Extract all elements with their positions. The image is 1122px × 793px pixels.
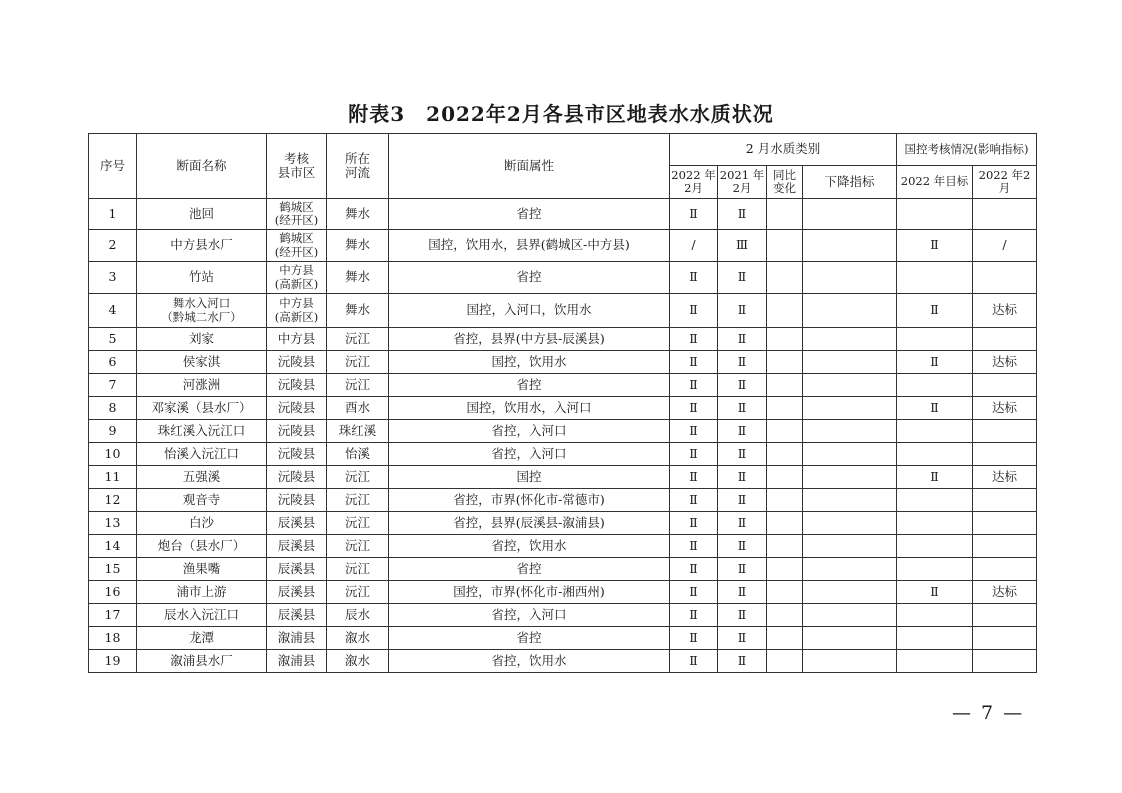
cell-target: Ⅱ <box>897 294 973 328</box>
cell-attribute: 省控，入河口 <box>389 443 670 466</box>
cell-attribute: 省控 <box>389 374 670 397</box>
cell-county: 沅陵县 <box>267 443 327 466</box>
cell-q2021: Ⅱ <box>718 466 767 489</box>
cell-decline <box>803 535 897 558</box>
cell-river: 舞水 <box>327 294 389 328</box>
cell-yoy <box>767 351 803 374</box>
table-row <box>89 374 1037 397</box>
cell-river: 怡溪 <box>327 443 389 466</box>
cell-county: 溆浦县 <box>267 627 327 650</box>
cell-target <box>897 374 973 397</box>
cell-attribute: 省控，入河口 <box>389 604 670 627</box>
cell-attribute: 国控 <box>389 466 670 489</box>
cell-seq: 8 <box>89 397 137 420</box>
header-river: 所在 河流 <box>327 134 389 199</box>
cell-attribute: 国控，饮用水，县界(鹤城区-中方县) <box>389 230 670 262</box>
cell-attribute: 省控，饮用水 <box>389 535 670 558</box>
cell-target <box>897 627 973 650</box>
table-row <box>89 650 1037 673</box>
cell-q2021: Ⅱ <box>718 558 767 581</box>
cell-target: Ⅱ <box>897 230 973 262</box>
cell-yoy <box>767 397 803 420</box>
cell-river: 溆水 <box>327 627 389 650</box>
cell-q2021: Ⅱ <box>718 489 767 512</box>
cell-yoy <box>767 230 803 262</box>
cell-county: 中方县 (高新区) <box>267 262 327 294</box>
cell-target <box>897 328 973 351</box>
cell-seq: 12 <box>89 489 137 512</box>
table-row <box>89 351 1037 374</box>
cell-q2021: Ⅱ <box>718 199 767 230</box>
cell-yoy <box>767 558 803 581</box>
cell-seq: 7 <box>89 374 137 397</box>
cell-seq: 3 <box>89 262 137 294</box>
cell-yoy <box>767 443 803 466</box>
cell-name: 竹站 <box>137 262 267 294</box>
cell-attribute: 国控，市界(怀化市-湘西州) <box>389 581 670 604</box>
cell-name: 龙潭 <box>137 627 267 650</box>
cell-attribute: 国控，饮用水 <box>389 351 670 374</box>
cell-attribute: 省控 <box>389 199 670 230</box>
cell-target: Ⅱ <box>897 397 973 420</box>
cell-name: 观音寺 <box>137 489 267 512</box>
cell-feb <box>973 558 1037 581</box>
cell-yoy <box>767 627 803 650</box>
cell-seq: 2 <box>89 230 137 262</box>
cell-q2022: / <box>670 230 718 262</box>
cell-q2022: Ⅱ <box>670 374 718 397</box>
cell-seq: 15 <box>89 558 137 581</box>
cell-county: 鹤城区 (经开区) <box>267 230 327 262</box>
table-row <box>89 489 1037 512</box>
cell-q2022: Ⅱ <box>670 558 718 581</box>
cell-q2021: Ⅱ <box>718 397 767 420</box>
cell-name: 白沙 <box>137 512 267 535</box>
cell-name: 溆浦县水厂 <box>137 650 267 673</box>
cell-q2021: Ⅱ <box>718 512 767 535</box>
cell-decline <box>803 466 897 489</box>
cell-yoy <box>767 489 803 512</box>
header-national-group: 国控考核情况(影响指标) <box>897 134 1037 166</box>
cell-decline <box>803 230 897 262</box>
cell-name: 炮台（县水厂） <box>137 535 267 558</box>
cell-feb <box>973 650 1037 673</box>
cell-attribute: 国控，饮用水，入河口 <box>389 397 670 420</box>
cell-decline <box>803 489 897 512</box>
cell-name: 五强溪 <box>137 466 267 489</box>
cell-feb <box>973 199 1037 230</box>
cell-q2022: Ⅱ <box>670 397 718 420</box>
cell-name: 渔果嘴 <box>137 558 267 581</box>
cell-q2021: Ⅱ <box>718 294 767 328</box>
cell-q2021: Ⅱ <box>718 443 767 466</box>
cell-target <box>897 650 973 673</box>
cell-county: 沅陵县 <box>267 489 327 512</box>
cell-target <box>897 512 973 535</box>
cell-q2022: Ⅱ <box>670 351 718 374</box>
cell-attribute: 省控 <box>389 262 670 294</box>
cell-seq: 10 <box>89 443 137 466</box>
cell-county: 沅陵县 <box>267 351 327 374</box>
cell-river: 沅江 <box>327 374 389 397</box>
cell-yoy <box>767 535 803 558</box>
cell-river: 沅江 <box>327 512 389 535</box>
cell-county: 中方县 (高新区) <box>267 294 327 328</box>
cell-yoy <box>767 512 803 535</box>
cell-river: 沅江 <box>327 351 389 374</box>
header-yoy: 同比 变化 <box>767 166 803 199</box>
cell-q2021: Ⅱ <box>718 374 767 397</box>
cell-county: 中方县 <box>267 328 327 351</box>
cell-q2022: Ⅱ <box>670 443 718 466</box>
table-row <box>89 420 1037 443</box>
cell-seq: 18 <box>89 627 137 650</box>
cell-decline <box>803 262 897 294</box>
cell-attribute: 省控 <box>389 558 670 581</box>
cell-feb <box>973 420 1037 443</box>
cell-q2022: Ⅱ <box>670 466 718 489</box>
cell-decline <box>803 199 897 230</box>
cell-name: 舞水入河口 （黔城二水厂） <box>137 294 267 328</box>
cell-decline <box>803 443 897 466</box>
cell-feb: 达标 <box>973 581 1037 604</box>
cell-river: 沅江 <box>327 328 389 351</box>
page-title: 附表3 2022年2月各县市区地表水水质状况 <box>348 102 774 126</box>
table-row <box>89 627 1037 650</box>
cell-name: 侯家淇 <box>137 351 267 374</box>
cell-name: 邓家溪（县水厂） <box>137 397 267 420</box>
header-quality-group: 2 月水质类别 <box>670 134 897 166</box>
cell-decline <box>803 328 897 351</box>
cell-name: 辰水入沅江口 <box>137 604 267 627</box>
cell-q2021: Ⅱ <box>718 627 767 650</box>
cell-decline <box>803 512 897 535</box>
header-q2021: 2021 年 2月 <box>718 166 767 199</box>
cell-target <box>897 199 973 230</box>
cell-decline <box>803 604 897 627</box>
header-feb-2022: 2022 年2月 <box>973 166 1037 199</box>
cell-q2021: Ⅱ <box>718 262 767 294</box>
cell-target: Ⅱ <box>897 351 973 374</box>
cell-q2022: Ⅱ <box>670 512 718 535</box>
cell-name: 刘家 <box>137 328 267 351</box>
cell-yoy <box>767 581 803 604</box>
table-row <box>89 230 1037 262</box>
header-seq: 序号 <box>89 134 137 199</box>
table-row <box>89 262 1037 294</box>
cell-feb <box>973 604 1037 627</box>
cell-feb <box>973 512 1037 535</box>
cell-river: 珠红溪 <box>327 420 389 443</box>
cell-q2022: Ⅱ <box>670 328 718 351</box>
cell-name: 中方县水厂 <box>137 230 267 262</box>
cell-yoy <box>767 466 803 489</box>
table-row <box>89 294 1037 328</box>
cell-name: 珠红溪入沅江口 <box>137 420 267 443</box>
cell-river: 舞水 <box>327 199 389 230</box>
cell-q2022: Ⅱ <box>670 535 718 558</box>
table-row <box>89 328 1037 351</box>
cell-county: 辰溪县 <box>267 604 327 627</box>
cell-attribute: 省控 <box>389 627 670 650</box>
header-attribute: 断面属性 <box>389 134 670 199</box>
cell-decline <box>803 558 897 581</box>
cell-q2021: Ⅱ <box>718 328 767 351</box>
cell-seq: 19 <box>89 650 137 673</box>
cell-yoy <box>767 374 803 397</box>
table-row <box>89 199 1037 230</box>
cell-feb: 达标 <box>973 351 1037 374</box>
table-row <box>89 581 1037 604</box>
cell-attribute: 国控，入河口，饮用水 <box>389 294 670 328</box>
water-quality-table <box>88 133 1037 673</box>
cell-river: 舞水 <box>327 230 389 262</box>
cell-q2021: Ⅲ <box>718 230 767 262</box>
table-row <box>89 397 1037 420</box>
page-number: — 7 — <box>952 702 1025 724</box>
cell-target <box>897 489 973 512</box>
cell-seq: 6 <box>89 351 137 374</box>
cell-yoy <box>767 604 803 627</box>
cell-target <box>897 558 973 581</box>
cell-feb <box>973 489 1037 512</box>
cell-target <box>897 443 973 466</box>
cell-q2021: Ⅱ <box>718 420 767 443</box>
cell-q2022: Ⅱ <box>670 420 718 443</box>
cell-county: 辰溪县 <box>267 512 327 535</box>
cell-attribute: 省控，入河口 <box>389 420 670 443</box>
cell-county: 沅陵县 <box>267 397 327 420</box>
cell-county: 沅陵县 <box>267 374 327 397</box>
cell-q2021: Ⅱ <box>718 581 767 604</box>
cell-target <box>897 604 973 627</box>
cell-q2021: Ⅱ <box>718 650 767 673</box>
cell-feb <box>973 535 1037 558</box>
cell-river: 酉水 <box>327 397 389 420</box>
cell-river: 沅江 <box>327 558 389 581</box>
cell-decline <box>803 351 897 374</box>
cell-decline <box>803 374 897 397</box>
cell-feb: 达标 <box>973 466 1037 489</box>
cell-feb <box>973 328 1037 351</box>
cell-seq: 9 <box>89 420 137 443</box>
cell-q2022: Ⅱ <box>670 199 718 230</box>
cell-q2022: Ⅱ <box>670 262 718 294</box>
cell-attribute: 省控，市界(怀化市-常德市) <box>389 489 670 512</box>
table-row <box>89 604 1037 627</box>
cell-seq: 4 <box>89 294 137 328</box>
cell-yoy <box>767 650 803 673</box>
cell-q2022: Ⅱ <box>670 604 718 627</box>
cell-county: 沅陵县 <box>267 466 327 489</box>
cell-yoy <box>767 199 803 230</box>
header-county: 考核 县市区 <box>267 134 327 199</box>
cell-river: 沅江 <box>327 489 389 512</box>
cell-seq: 16 <box>89 581 137 604</box>
cell-target <box>897 420 973 443</box>
cell-seq: 14 <box>89 535 137 558</box>
cell-feb: / <box>973 230 1037 262</box>
cell-county: 溆浦县 <box>267 650 327 673</box>
cell-feb <box>973 262 1037 294</box>
table-row <box>89 443 1037 466</box>
cell-q2022: Ⅱ <box>670 581 718 604</box>
cell-name: 河涨洲 <box>137 374 267 397</box>
cell-target: Ⅱ <box>897 466 973 489</box>
cell-target <box>897 535 973 558</box>
cell-seq: 11 <box>89 466 137 489</box>
cell-river: 溆水 <box>327 650 389 673</box>
cell-q2022: Ⅱ <box>670 489 718 512</box>
cell-q2021: Ⅱ <box>718 604 767 627</box>
cell-yoy <box>767 328 803 351</box>
cell-q2022: Ⅱ <box>670 294 718 328</box>
table-row <box>89 512 1037 535</box>
cell-q2022: Ⅱ <box>670 627 718 650</box>
header-section-name: 断面名称 <box>137 134 267 199</box>
header-q2022: 2022 年 2月 <box>670 166 718 199</box>
table-row <box>89 558 1037 581</box>
cell-seq: 1 <box>89 199 137 230</box>
table-body <box>89 199 1037 673</box>
cell-decline <box>803 650 897 673</box>
cell-river: 舞水 <box>327 262 389 294</box>
cell-feb <box>973 443 1037 466</box>
cell-q2022: Ⅱ <box>670 650 718 673</box>
cell-feb: 达标 <box>973 294 1037 328</box>
cell-target: Ⅱ <box>897 581 973 604</box>
cell-county: 辰溪县 <box>267 558 327 581</box>
cell-feb <box>973 374 1037 397</box>
cell-seq: 17 <box>89 604 137 627</box>
cell-name: 怡溪入沅江口 <box>137 443 267 466</box>
cell-attribute: 省控，县界(中方县-辰溪县) <box>389 328 670 351</box>
cell-yoy <box>767 262 803 294</box>
table-row <box>89 535 1037 558</box>
cell-feb: 达标 <box>973 397 1037 420</box>
cell-attribute: 省控，饮用水 <box>389 650 670 673</box>
cell-county: 辰溪县 <box>267 581 327 604</box>
cell-q2021: Ⅱ <box>718 351 767 374</box>
cell-decline <box>803 627 897 650</box>
cell-seq: 5 <box>89 328 137 351</box>
cell-county: 辰溪县 <box>267 535 327 558</box>
cell-yoy <box>767 294 803 328</box>
header-decline: 下降指标 <box>803 166 897 199</box>
cell-name: 池回 <box>137 199 267 230</box>
cell-seq: 13 <box>89 512 137 535</box>
cell-decline <box>803 420 897 443</box>
cell-decline <box>803 397 897 420</box>
cell-county: 沅陵县 <box>267 420 327 443</box>
cell-q2021: Ⅱ <box>718 535 767 558</box>
table-row <box>89 466 1037 489</box>
cell-target <box>897 262 973 294</box>
cell-river: 沅江 <box>327 535 389 558</box>
cell-river: 辰水 <box>327 604 389 627</box>
cell-yoy <box>767 420 803 443</box>
cell-river: 沅江 <box>327 581 389 604</box>
cell-decline <box>803 294 897 328</box>
cell-feb <box>973 627 1037 650</box>
cell-name: 浦市上游 <box>137 581 267 604</box>
header-target-2022: 2022 年目标 <box>897 166 973 199</box>
cell-county: 鹤城区 (经开区) <box>267 199 327 230</box>
cell-river: 沅江 <box>327 466 389 489</box>
cell-decline <box>803 581 897 604</box>
cell-attribute: 省控，县界(辰溪县-溆浦县) <box>389 512 670 535</box>
